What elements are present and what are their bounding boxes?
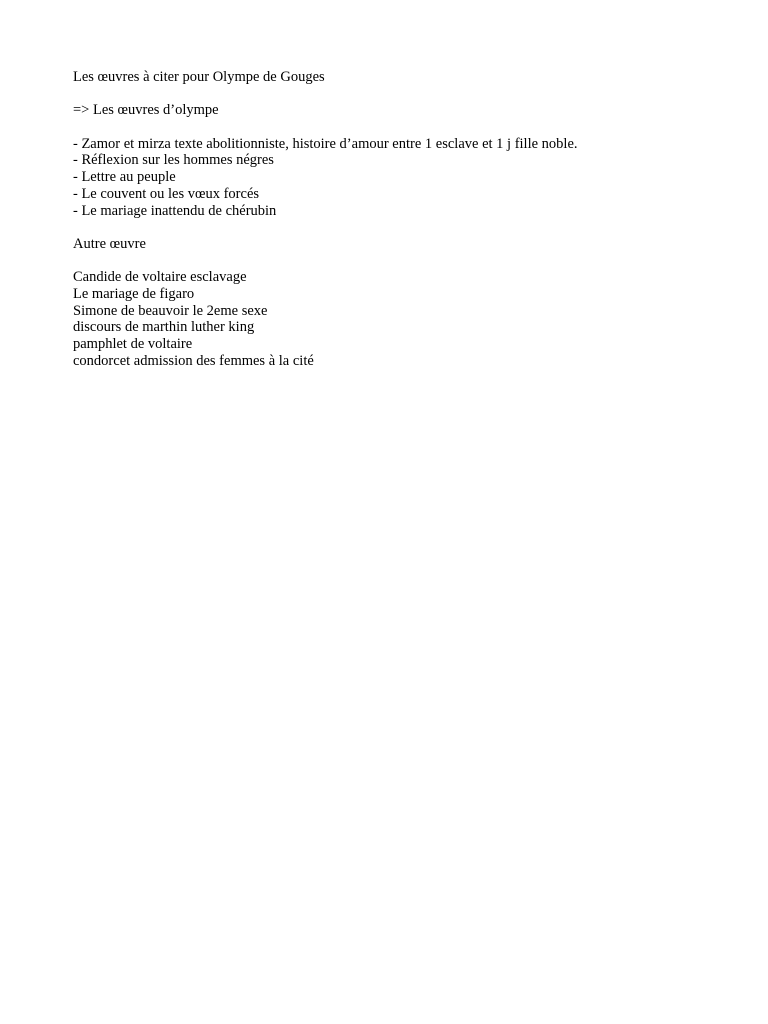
- list-item: - Réflexion sur les hommes négres: [73, 152, 274, 169]
- list-item: - Lettre au peuple: [73, 169, 176, 186]
- list-item: condorcet admission des femmes à la cité: [73, 352, 314, 369]
- blank-line: [73, 253, 733, 270]
- section-heading-olympe-works: => Les œuvres d’olympe: [73, 102, 219, 119]
- list-item: Candide de voltaire esclavage: [73, 269, 247, 286]
- blank-line: [73, 86, 733, 103]
- document-body: [73, 69, 733, 370]
- list-item: - Le couvent ou les vœux forcés: [73, 185, 260, 202]
- list-item: - Zamor et mirza texte abolitionniste, histoire d’amour entre 1 esclave et 1 j fille noble.: [73, 135, 578, 152]
- list-item: - Le mariage inattendu de chérubin: [73, 202, 277, 219]
- blank-line: [73, 219, 733, 236]
- list-item: Simone de beauvoir le 2eme sexe: [73, 302, 268, 319]
- list-item: pamphlet de voltaire: [73, 336, 193, 353]
- list-item: Le mariage de figaro: [73, 286, 195, 303]
- olympe-works-list: [73, 136, 733, 220]
- other-works-list: [73, 269, 733, 369]
- section-heading-other-works: Autre œuvre: [73, 235, 146, 252]
- document-title: Les œuvres à citer pour Olympe de Gouges: [73, 69, 325, 85]
- blank-line: [73, 119, 733, 136]
- list-item: discours de marthin luther king: [73, 319, 255, 336]
